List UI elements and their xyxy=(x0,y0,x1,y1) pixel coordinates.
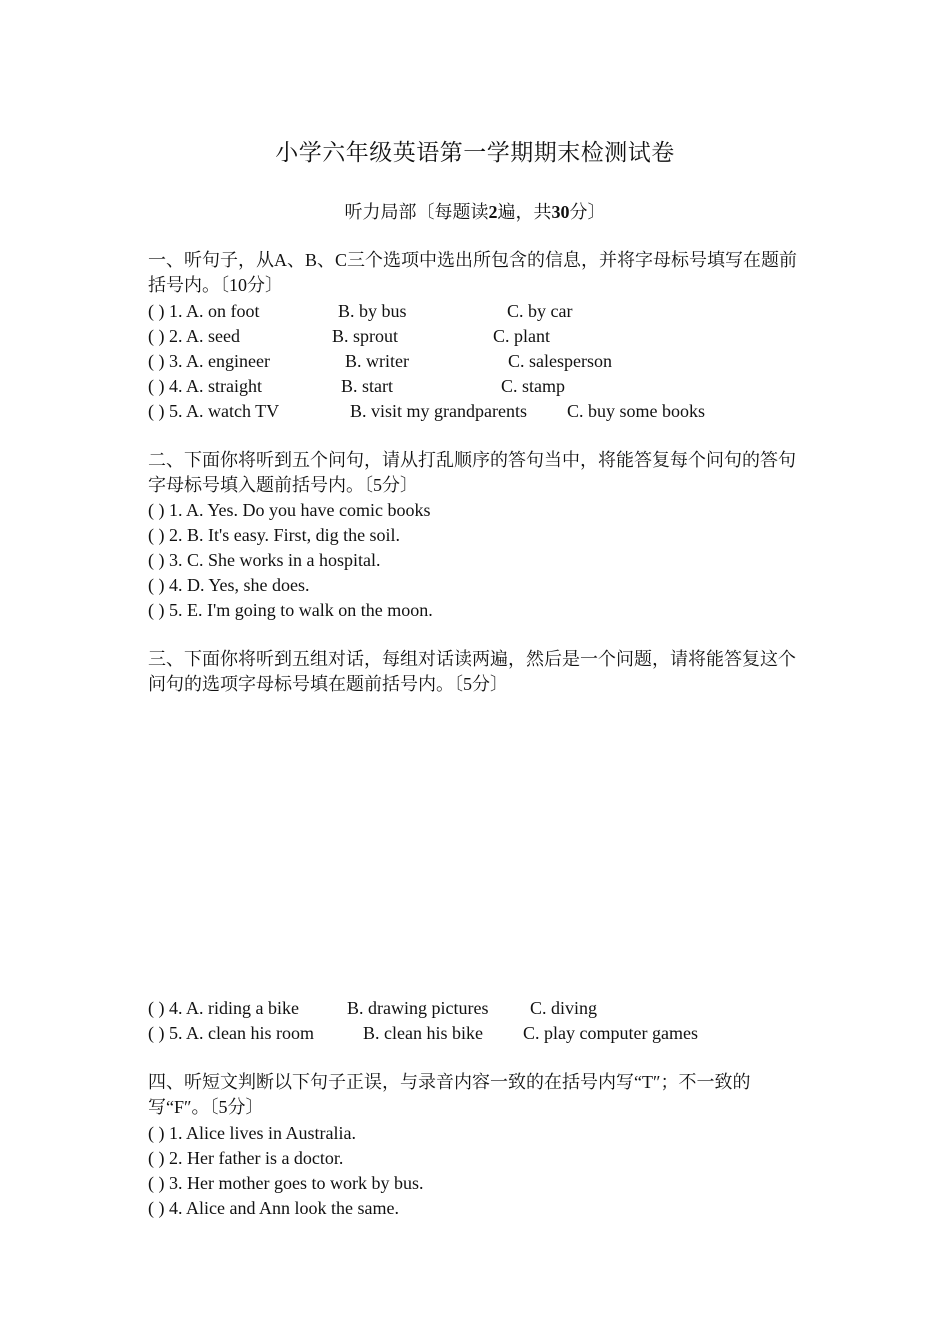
subtitle-pre: 听力局部〔每题读 xyxy=(344,202,489,222)
question-stem: ( ) 2. A. seed xyxy=(148,326,240,346)
question-stem: ( ) 5. A. clean his room xyxy=(148,1023,314,1043)
question-stem: ( ) 3. A. engineer xyxy=(148,351,270,371)
section4-item-2: ( ) 2. Her father is a doctor. xyxy=(148,1148,344,1168)
option-c: C. by car xyxy=(507,301,573,321)
option-c: C. stamp xyxy=(501,376,566,396)
option-b: B. visit my grandparents xyxy=(350,401,527,421)
section4-item-1: ( ) 1. Alice lives in Australia. xyxy=(148,1123,356,1143)
section2-item-1: ( ) 1. A. Yes. Do you have comic books xyxy=(148,500,431,520)
subtitle-post: 分〕 xyxy=(569,202,606,222)
section3-heading: 三、下面你将听到五组对话，每组对话读两遍，然后是一个问题，请将能答复这个问句的选项字母标号填在题前括号内。〔5分〕 xyxy=(148,649,796,694)
listening-subtitle xyxy=(0,198,950,224)
question-stem: ( ) 5. A. watch TV xyxy=(148,401,280,421)
option-b: B. clean his bike xyxy=(363,1023,483,1043)
option-b: B. sprout xyxy=(332,326,399,346)
section4-item-3: ( ) 3. Her mother goes to work by bus. xyxy=(148,1173,424,1193)
section4-heading: 四、听短文判断以下句子正误，与录音内容一致的在括号内写“T″；不一致的写“F″。〔5分〕 xyxy=(148,1072,751,1117)
subtitle-reads: 2 xyxy=(488,202,498,222)
option-b: B. writer xyxy=(345,351,409,371)
section2-heading: 二、下面你将听到五个问句，请从打乱顺序的答句当中，将能答复每个问句的答句字母标号填入题前括号内。〔5分〕 xyxy=(148,450,796,495)
section4-item-4: ( ) 4. Alice and Ann look the same. xyxy=(148,1198,399,1218)
subtitle-points: 30 xyxy=(551,202,570,222)
option-c: C. salesperson xyxy=(508,351,612,371)
section2-item-5: ( ) 5. E. I'm going to walk on the moon. xyxy=(148,600,433,620)
section2-item-4: ( ) 4. D. Yes, she does. xyxy=(148,575,310,595)
option-c: C. plant xyxy=(493,326,550,346)
subtitle-mid: 遍，共 xyxy=(497,202,552,222)
option-c: C. buy some books xyxy=(567,401,706,421)
question-stem: ( ) 4. A. straight xyxy=(148,376,262,396)
option-c: C. diving xyxy=(530,998,598,1018)
option-b: B. by bus xyxy=(338,301,407,321)
option-b: B. drawing pictures xyxy=(347,998,489,1018)
section1-heading: 一、听句子，从A、B、C三个选项中选出所包含的信息，并将字母标号填写在题前括号内。〔10分〕 xyxy=(148,250,798,295)
question-stem: ( ) 1. A. on foot xyxy=(148,301,260,321)
option-b: B. start xyxy=(341,376,393,396)
page-title: 小学六年级英语第一学期期末检测试卷 xyxy=(275,140,675,165)
section2-item-3: ( ) 3. C. She works in a hospital. xyxy=(148,550,381,570)
option-c: C. play computer games xyxy=(523,1023,698,1043)
section2-item-2: ( ) 2. B. It's easy. First, dig the soil. xyxy=(148,525,401,545)
question-stem: ( ) 4. A. riding a bike xyxy=(148,998,299,1018)
